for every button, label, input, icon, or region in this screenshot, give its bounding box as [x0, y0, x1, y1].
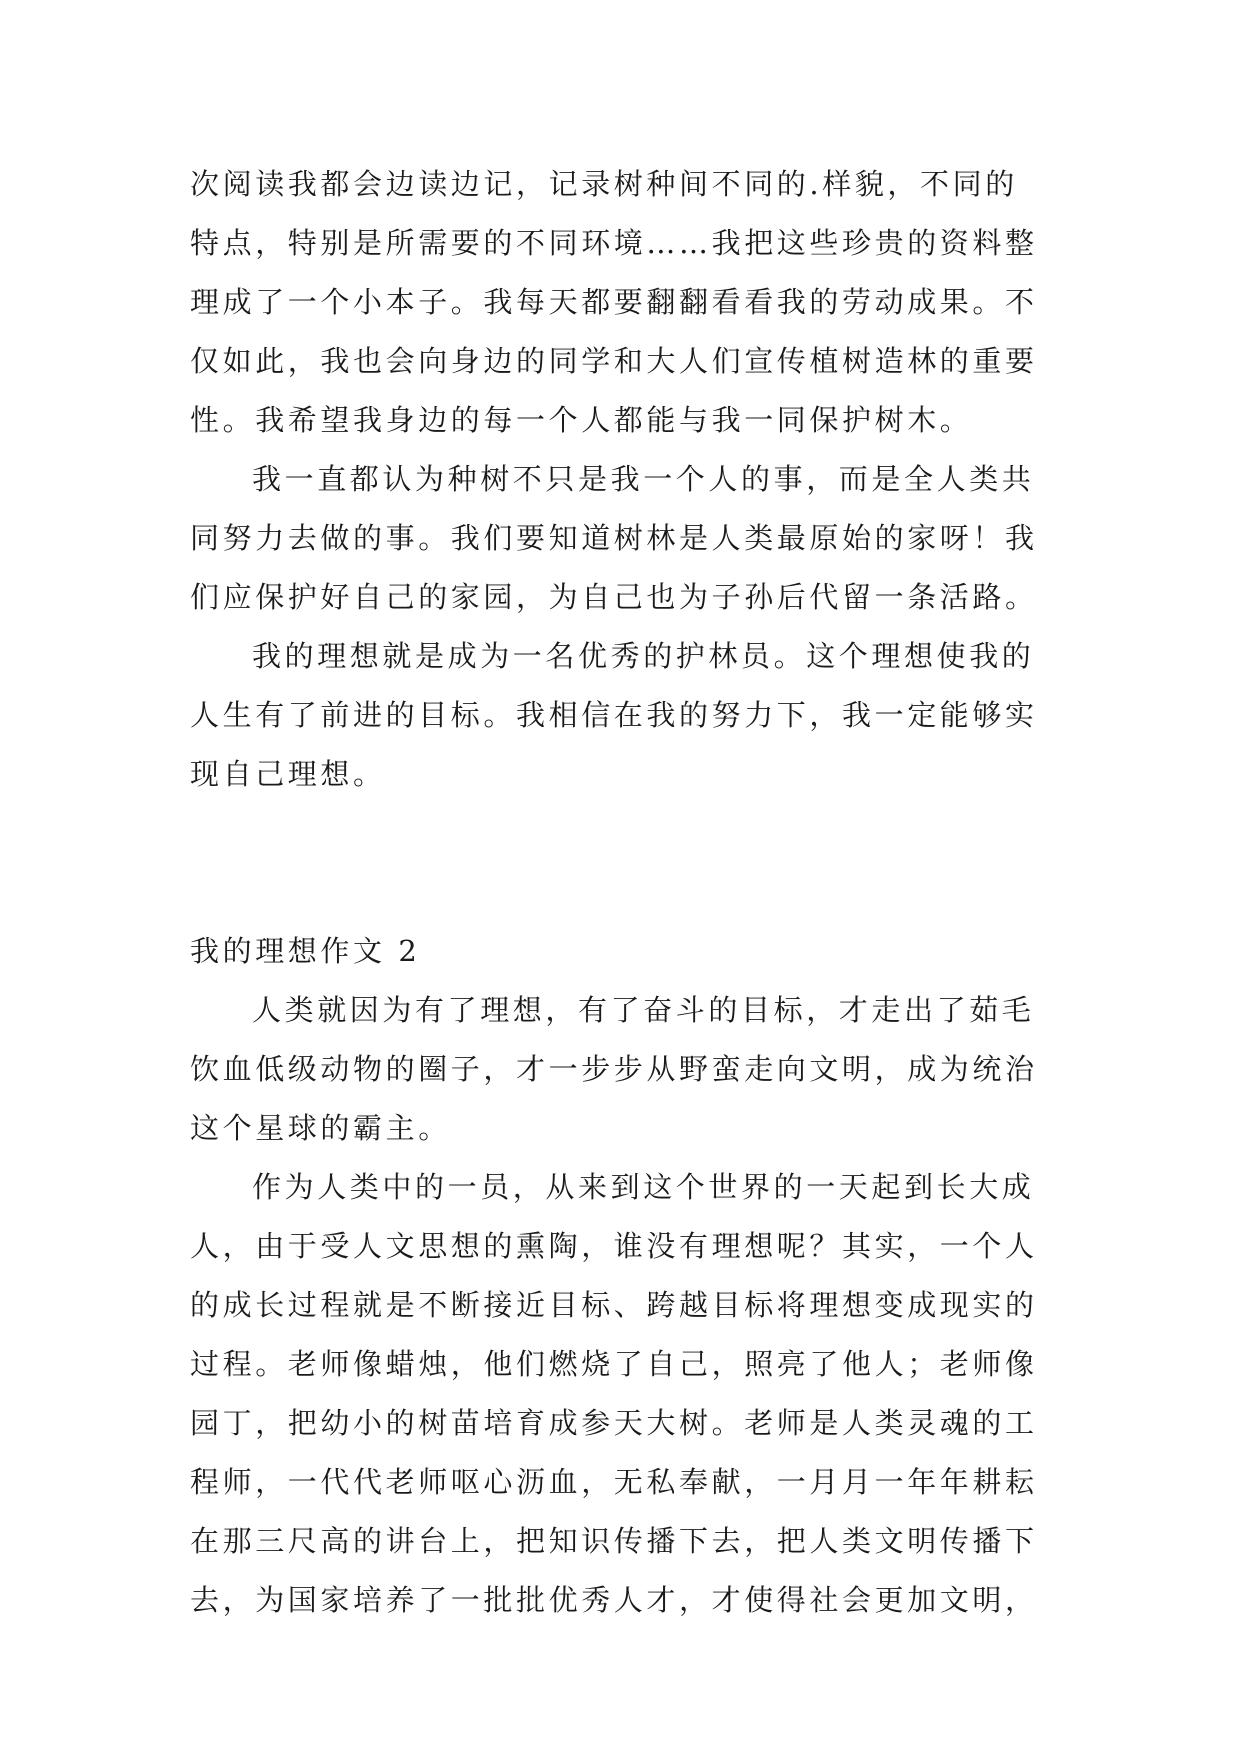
paragraph: [190, 627, 1070, 804]
section-title: 我的理想作文 2: [190, 934, 421, 968]
text-line: 的成长过程就是不断接近目标、跨越目标将理想变成现实的: [190, 1288, 1038, 1322]
text-line: 作为人类中的一员，从来到这个世界的一天起到长大成: [252, 1170, 1035, 1204]
text-line: 同努力去做的事。我们要知道树林是人类最原始的家呀！我: [190, 521, 1038, 555]
paragraph: [190, 981, 1070, 1158]
text-line: 园丁，把幼小的树苗培育成参天大树。老师是人类灵魂的工: [190, 1406, 1038, 1440]
text-line: 人，由于受人文思想的熏陶，谁没有理想呢？其实，一个人: [190, 1229, 1038, 1263]
text-line: 性。我希望我身边的每一个人都能与我一同保护树木。: [190, 403, 973, 437]
text-line: 们应保护好自己的家园，为自己也为子孙后代留一条活路。: [190, 580, 1038, 614]
text-line: 在那三尺高的讲台上，把知识传播下去，把人类文明传播下: [190, 1524, 1038, 1558]
paragraph: [190, 1158, 1070, 1630]
text-line: 过程。老师像蜡烛，他们燃烧了自己，照亮了他人；老师像: [190, 1347, 1038, 1381]
text-line: 特点，特别是所需要的不同环境……我把这些珍贵的资料整: [190, 226, 1038, 260]
text-line: 仅如此，我也会向身边的同学和大人们宣传植树造林的重要: [190, 344, 1038, 378]
text-line: 人生有了前进的目标。我相信在我的努力下，我一定能够实: [190, 698, 1038, 732]
paragraph: [190, 155, 1070, 450]
paragraph: [190, 450, 1070, 627]
text-line: 理成了一个小本子。我每天都要翻翻看看我的劳动成果。不: [190, 285, 1038, 319]
text-line: 我的理想就是成为一名优秀的护林员。这个理想使我的: [252, 639, 1035, 673]
blank-spacer: [190, 804, 1070, 922]
text-line: 现自己理想。: [190, 757, 386, 791]
document-body: [190, 155, 1070, 1630]
text-line: 这个星球的霸主。: [190, 1111, 451, 1145]
text-line: 人类就因为有了理想，有了奋斗的目标，才走出了茹毛: [252, 993, 1035, 1027]
text-line: 饮血低级动物的圈子，才一步步从野蛮走向文明，成为统治: [190, 1052, 1038, 1086]
text-line: 次阅读我都会边读边记，记录树种间不同的.样貌，不同的: [190, 167, 1018, 201]
text-line: 我一直都认为种树不只是我一个人的事，而是全人类共: [252, 462, 1035, 496]
text-line: 去，为国家培养了一批批优秀人才，才使得社会更加文明，: [190, 1583, 1038, 1617]
text-line: 程师，一代代老师呕心沥血，无私奉献，一月月一年年耕耘: [190, 1465, 1038, 1499]
